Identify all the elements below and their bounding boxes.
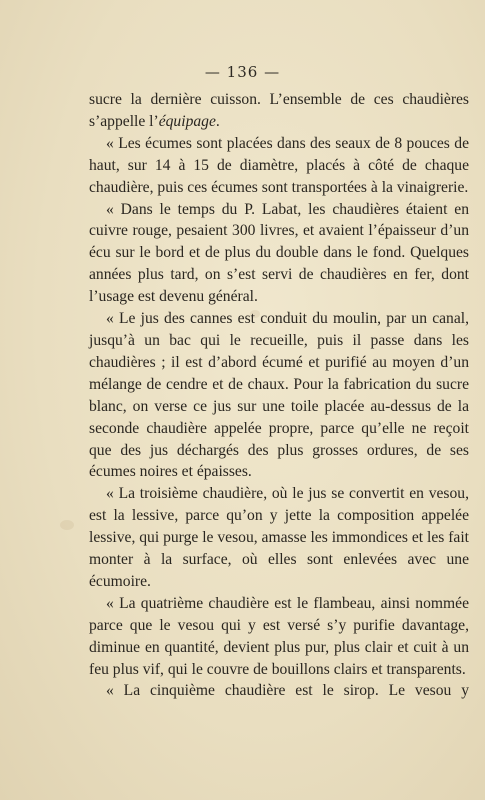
paragraph: « La quatrième chaudière est le flambeau, ainsi nommée parce que le vesou qui y est versé s’y purifie davantage, diminue en quantité, devient plus pur, plus clair et cuit à un feu plus vif, qui le couvre de bouillons clairs et transparents. [89, 594, 469, 678]
paper-stain [60, 520, 74, 530]
body-text [89, 89, 469, 702]
paragraph: « Le jus des cannes est conduit du moulin, par un canal, jusqu’à un bac qui le recueille, puis il passe dans les chaudières ; il est d’abord écumé et purifié au moyen d’un mélange de cendre et de chaux. Pour la fabrication du sucre blanc, on verse ce jus sur une toile placée au-dessus de la seconde chaudière appelée propre, parce qu’elle ne reçoit que des jus déchargés des plus grosses ordures, de ses écumes noires et épaisses. [89, 310, 469, 481]
paragraph-text: sucre la dernière cuisson. L’ensemble de ces chaudières s’appelle l’ [89, 91, 469, 130]
paragraph: « Les écumes sont placées dans des seaux de 8 pouces de haut, sur 14 à 15 de diamètre, placés à côté de chaque chaudière, puis ces écumes sont transportées à la vinaigrerie. [89, 134, 469, 196]
page-number: — 136 — [204, 63, 281, 81]
paragraph [89, 89, 469, 133]
paragraph: « La cinquième chaudière est le sirop. Le vesou y [106, 682, 469, 700]
paragraph: « Dans le temps du P. Labat, les chaudières étaient en cuivre rouge, pesaient 300 livres, et avaient l’épaisseur d’un écu sur le bord et de plus du double dans le fond. Quelques années plus tard, on s’est servi de chaudières en fer, dont l’usage est devenu général. [89, 200, 469, 306]
italic-term: équipage [158, 112, 216, 130]
paragraph: « La troisième chaudière, où le jus se convertit en vesou, est la lessive, parce qu’on y jette la composition appelée lessive, qui purge le vesou, amasse les immondices et les fait monter à la surface, où elles sont enlevées avec une écumoire. [89, 485, 469, 590]
paragraph-text: . [215, 112, 220, 130]
